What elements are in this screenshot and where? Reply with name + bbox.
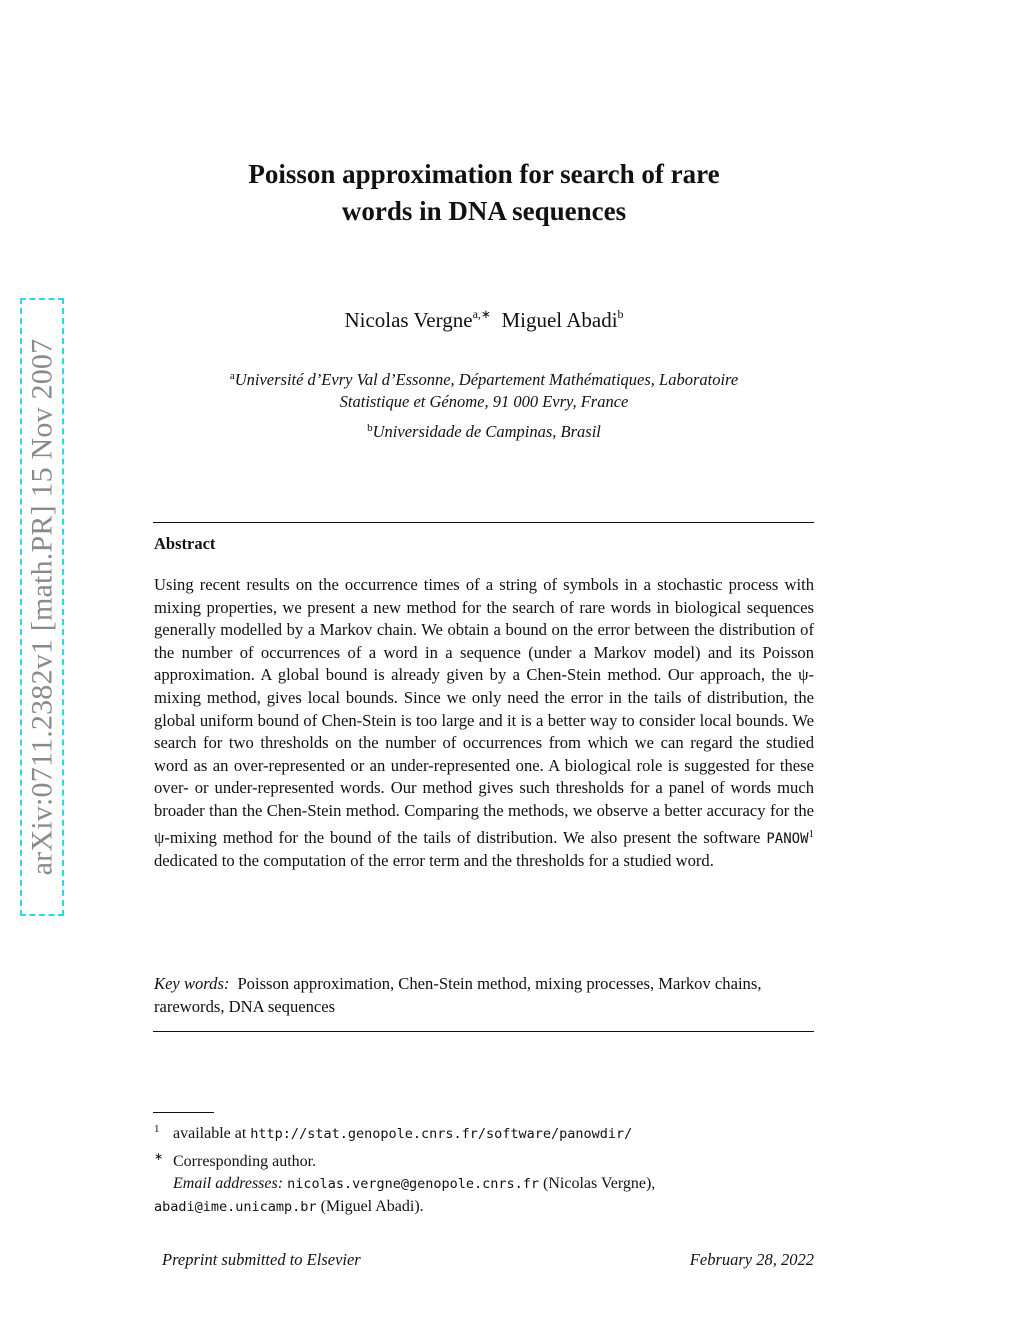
paper-title: [154, 156, 814, 230]
abstract-bottom-rule: [153, 1031, 814, 1032]
authors: [154, 307, 814, 333]
keywords-label: Key words:: [154, 974, 230, 993]
email-2-name: (Miguel Abadi).: [320, 1197, 424, 1215]
preprint-note: Preprint submitted to Elsevier: [162, 1250, 361, 1269]
affiliation-b-mark: b: [367, 422, 373, 434]
arxiv-stamp-text: arXiv:0711.2382v1 [math.PR] 15 Nov 2007: [25, 338, 58, 876]
affiliation-b: [154, 417, 814, 443]
email-label: Email addresses:: [173, 1175, 284, 1193]
abstract-main: Using recent results on the occurrence times of a string of symbols in a stochastic process with mixing properties, we present a new method for the search of rare words in biological sequences generally modelled by a Markov chain. We obtain a bound on the error between the distribution of the number of occurrences of a word in a sequence (under a Markov model) and its Poisson approximation. A global bound is already given by a Chen-Stein method. Our approach, the ψ-mixing method, gives local bounds. Since we only need the error in the tails of distribution, the global uniform bound of Chen-Stein is too large and it is a better way to consider local bounds. We search for two thresholds on the number of occurrences from which we can regard the studied word as an over-represented or an under-represented one. A biological role is suggested for these over- or under-represented words. Our method gives such thresholds for a panel of words much broader than the Chen-Stein method. Comparing the methods, we observe a better accuracy for the ψ-mixing method for the bound of the tails of distribution. We also present the software: [154, 575, 814, 847]
footnote-1: [154, 1118, 814, 1146]
abstract-top-rule: [153, 522, 814, 523]
preprint-date: February 28, 2022: [689, 1250, 814, 1269]
author-2-mark: b: [617, 307, 624, 321]
footnote-1-url[interactable]: http://stat.genopole.cnrs.fr/software/panowdir/: [250, 1126, 633, 1142]
footnote-1-prefix: available at: [173, 1125, 247, 1142]
abstract-text: [154, 574, 814, 873]
abstract-heading: Abstract: [154, 534, 216, 553]
arxiv-stamp: [20, 298, 64, 916]
footnote-2-mark: ∗: [154, 1150, 164, 1163]
footnotes: [154, 1118, 814, 1218]
software-name: PANOW: [766, 830, 809, 847]
title-line-2: words in DNA sequences: [341, 196, 627, 226]
software-footnote-mark: 1: [808, 827, 815, 840]
affiliation-a-line-2: Statistique et Génome, 91 000 Evry, France: [339, 392, 629, 411]
affiliation-b-line-1: Universidade de Campinas, Brasil: [372, 422, 601, 441]
affiliation-a: [154, 365, 814, 413]
email-1-name: (Nicolas Vergne),: [543, 1175, 656, 1193]
author-1-mark: a,∗: [472, 307, 491, 321]
keywords: [154, 973, 814, 1018]
footnote-emails: [154, 1173, 814, 1218]
abstract-end: dedicated to the computation of the error term and the thresholds for a studied word.: [154, 851, 714, 871]
footnote-1-mark: 1: [154, 1123, 160, 1135]
keywords-text: Poisson approximation, Chen-Stein method, mixing processes, Markov chains, rarewords, DNA sequences: [154, 974, 762, 1016]
title-line-1: Poisson approximation for search of rare: [248, 159, 720, 189]
email-2[interactable]: abadi@ime.unicamp.br: [154, 1198, 317, 1215]
affiliation-a-line-1: Université d’Evry Val d’Essonne, Département Mathématiques, Laboratoire: [234, 370, 739, 389]
footnote-rule: [153, 1112, 214, 1113]
footnote-2: [154, 1146, 814, 1174]
author-1-name: Nicolas Vergne: [344, 308, 473, 332]
email-1[interactable]: nicolas.vergne@genopole.cnrs.fr: [287, 1176, 540, 1193]
author-2-name: Miguel Abadi: [501, 308, 618, 332]
footnote-2-text: Corresponding author.: [173, 1152, 317, 1170]
affiliation-a-mark: a: [229, 370, 235, 382]
